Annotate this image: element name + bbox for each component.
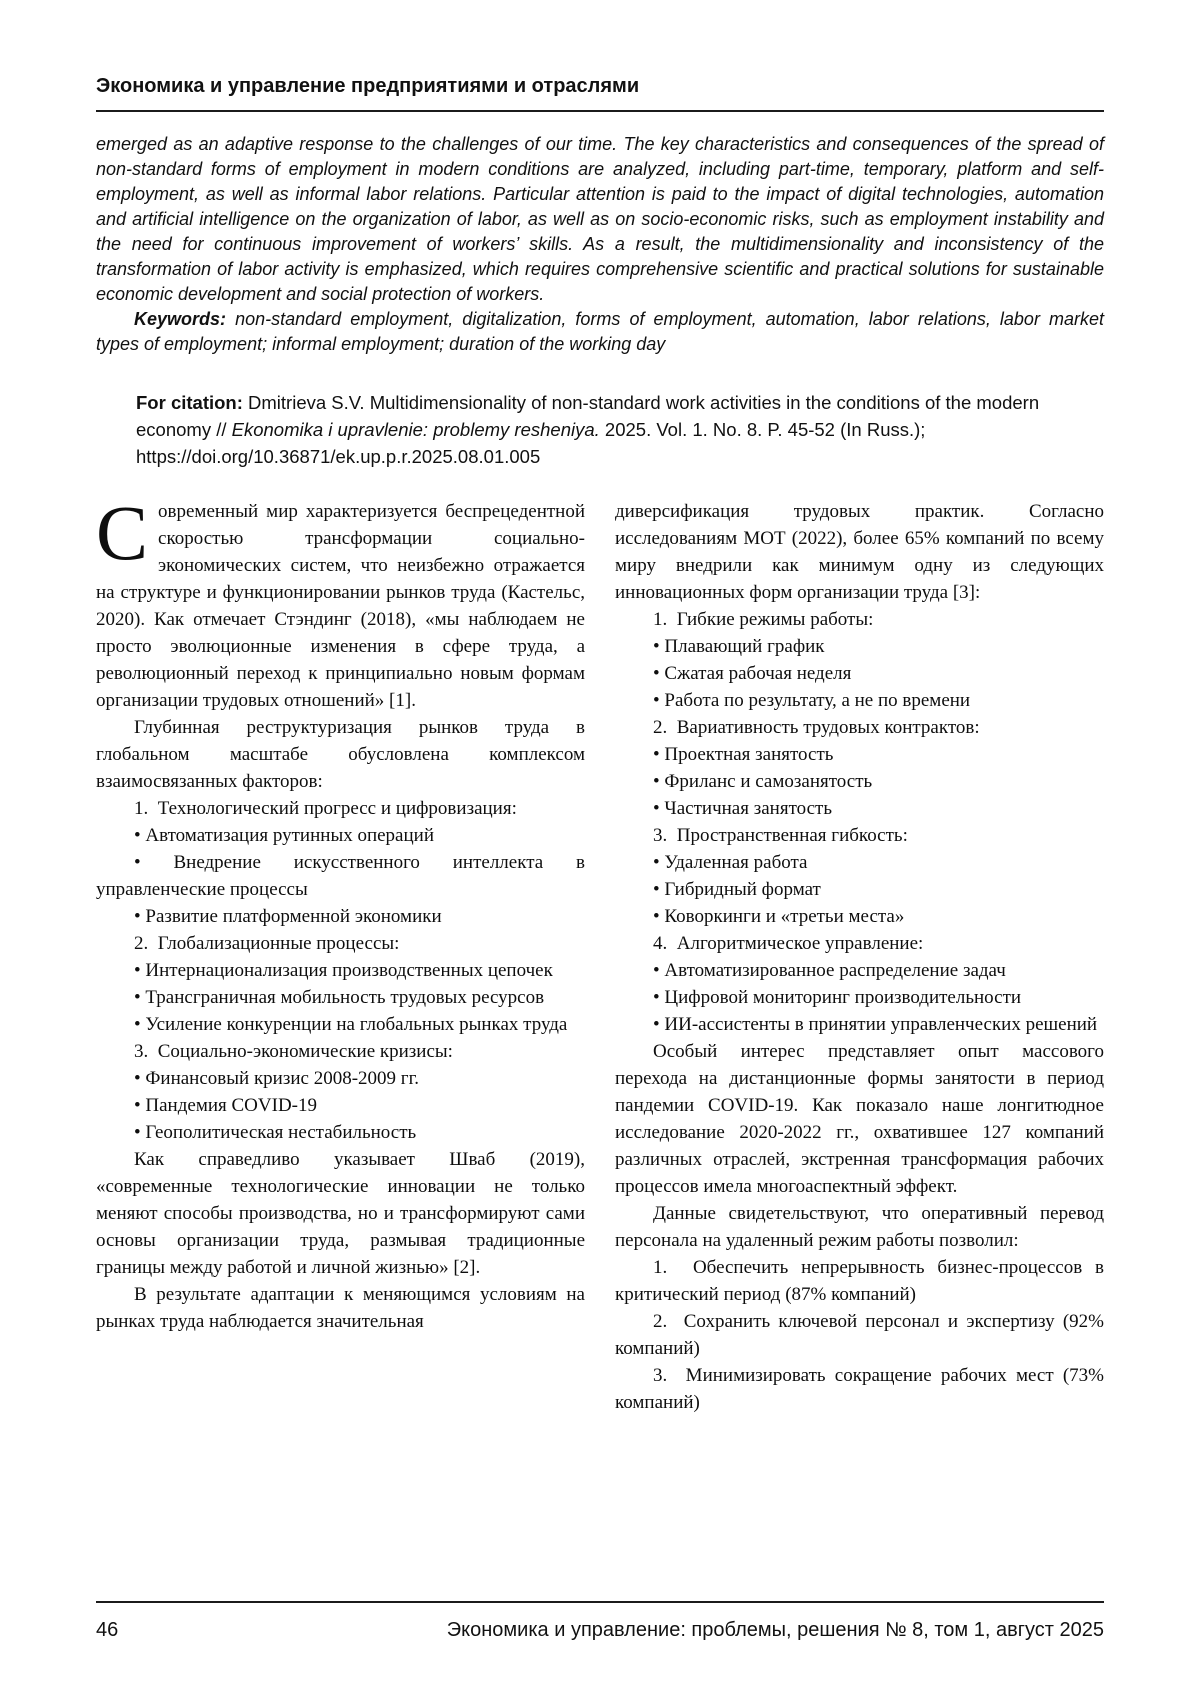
bullet-item: • Трансграничная мобильность трудовых ресурсов <box>134 987 545 1008</box>
bullet-item: • Удаленная работа <box>653 852 808 873</box>
running-head <box>96 74 1104 112</box>
numbered-item: 2. Глобализационные процессы: <box>134 933 400 954</box>
opening-text: овременный мир характеризуется беспрецедентной скоростью трансформации социально-экономических систем, что неизбежно отражается на структуре и функционировании рынков труда (Кастельс, 2020). Как отмечает Стэндинг (2018), «мы наблюдаем не просто эволюционные изменения в сфере труда, а революционный переход к принципиально новым формам организации трудовых отношений» [1]. <box>96 501 585 711</box>
bullet-item: • Фриланс и самозанятость <box>653 771 873 792</box>
keywords-text: non-standard employment, digitalization, forms of employment, automation, labor relations, labor market types of employment; informal employment; duration of the working day <box>96 309 1104 354</box>
bullet-item: • Сжатая рабочая неделя <box>653 663 852 684</box>
column-left <box>96 489 585 1416</box>
numbered-item: 4. Алгоритмическое управление: <box>653 933 924 954</box>
bullet-item: • Усиление конкуренции на глобальных рынках труда <box>134 1014 568 1035</box>
article-body <box>96 489 1104 1416</box>
abstract-text: emerged as an adaptive response to the challenges of our time. The key characteristics and consequences of the spread of non-standard forms of employment in modern conditions are analyzed, including part-time, temporary, platform and self-employment, as well as informal labor relations. Particular attention is paid to the impact of digital technologies, automation and artificial intelligence on the organization of labor, as well as on socio-economic risks, such as employment instability and the need for continuous improvement of workers’ skills. As a result, the multidimensionality and inconsistency of the transformation of labor activity is emphasized, which requires comprehensive scientific and practical solutions for sustainable economic development and social protection of workers. <box>96 134 1104 304</box>
body-paragraph: диверсификация трудовых практик. Согласно исследованиям МОТ (2022), более 65% компаний по всему миру внедрили как минимум одну из следующих инновационных форм организации труда [3]: <box>615 501 1104 603</box>
bullet-item: • Внедрение искусственного интеллекта в управленческие процессы <box>96 852 585 900</box>
doi-link[interactable]: https://doi.org/10.36871/ek.up.p.r.2025.08.01.005 <box>136 446 541 467</box>
column-right <box>615 498 1104 1416</box>
citation-reference: 2025. Vol. 1. No. 8. P. 45-52 (In Russ.); <box>599 419 926 440</box>
page-footer <box>96 1601 1104 1642</box>
bullet-item: • Финансовый кризис 2008-2009 гг. <box>134 1068 419 1089</box>
bullet-item: • Автоматизация рутинных операций <box>134 825 434 846</box>
keywords-paragraph <box>96 307 1104 357</box>
bullet-item: • Коворкинги и «третьи места» <box>653 906 905 927</box>
body-paragraph: Особый интерес представляет опыт массового перехода на дистанционные формы занятости в период пандемии COVID-19. Как показало наше лонгитюдное исследование 2020-2022 гг., охватившее 127 компаний различных отраслей, экстренная трансформация рабочих процессов имела многоаспектный эффект. <box>615 1041 1104 1197</box>
bullet-item: • Плавающий график <box>653 636 825 657</box>
journal-footer-line: Экономика и управление: проблемы, решения № 8, том 1, август 2025 <box>446 1619 1104 1641</box>
citation-block <box>136 389 1104 470</box>
page-number: 46 <box>96 1619 119 1641</box>
numbered-item: 3. Социально-экономические кризисы: <box>134 1041 453 1062</box>
numbered-item: 3. Минимизировать сокращение рабочих мест (73% компаний) <box>615 1365 1104 1413</box>
citation-label: For citation: <box>136 392 243 413</box>
bullet-item: • Развитие платформенной экономики <box>134 906 442 927</box>
bullet-item: • ИИ-ассистенты в принятии управленческих решений <box>653 1014 1098 1035</box>
bullet-item: • Гибридный формат <box>653 879 821 900</box>
bullet-item: • Интернационализация производственных цепочек <box>134 960 553 981</box>
bullet-item: • Цифровой мониторинг производительности <box>653 987 1022 1008</box>
numbered-item: 1. Обеспечить непрерывность бизнес-процессов в критический период (87% компаний) <box>615 1257 1104 1305</box>
numbered-item: 2. Вариативность трудовых контрактов: <box>653 717 980 738</box>
bullet-item: • Работа по результату, а не по времени <box>653 690 971 711</box>
drop-cap: С <box>96 489 149 576</box>
body-paragraph: В результате адаптации к меняющимся условиям на рынках труда наблюдается значительная <box>96 1284 585 1332</box>
citation-text: Dmitrieva S.V. Multidimensionality of non-standard work activities in the conditions of the modern economy // <box>136 392 1040 440</box>
numbered-item: 3. Пространственная гибкость: <box>653 825 908 846</box>
citation-journal-name: Ekonomika i upravlenie: problemy resheniya. <box>231 419 600 440</box>
bullet-item: • Пандемия COVID-19 <box>134 1095 317 1116</box>
body-paragraph: Глубинная реструктуризация рынков труда в глобальном масштабе обусловлена комплексом взаимосвязанных факторов: <box>96 717 585 792</box>
body-paragraph: Как справедливо указывает Шваб (2019), «современные технологические инновации не только меняют способы производства, но и трансформируют сами основы организации труда, размывая традиционные границы между работой и личной жизнью» [2]. <box>96 1149 585 1278</box>
numbered-item: 1. Гибкие режимы работы: <box>653 609 874 630</box>
bullet-item: • Проектная занятость <box>653 744 834 765</box>
numbered-item: 2. Сохранить ключевой персонал и экспертизу (92% компаний) <box>615 1311 1104 1359</box>
bullet-item: • Автоматизированное распределение задач <box>653 960 1006 981</box>
bullet-item: • Частичная занятость <box>653 798 833 819</box>
keywords-label: Keywords: <box>134 309 227 329</box>
bullet-item: • Геополитическая нестабильность <box>134 1122 417 1143</box>
body-paragraph: Данные свидетельствуют, что оперативный перевод персонала на удаленный режим работы позволил: <box>615 1203 1104 1251</box>
header-rule <box>96 110 1104 112</box>
opening-paragraph <box>96 489 585 714</box>
running-head-title: Экономика и управление предприятиями и отраслями <box>96 75 640 97</box>
numbered-item: 1. Технологический прогресс и цифровизация: <box>134 798 517 819</box>
